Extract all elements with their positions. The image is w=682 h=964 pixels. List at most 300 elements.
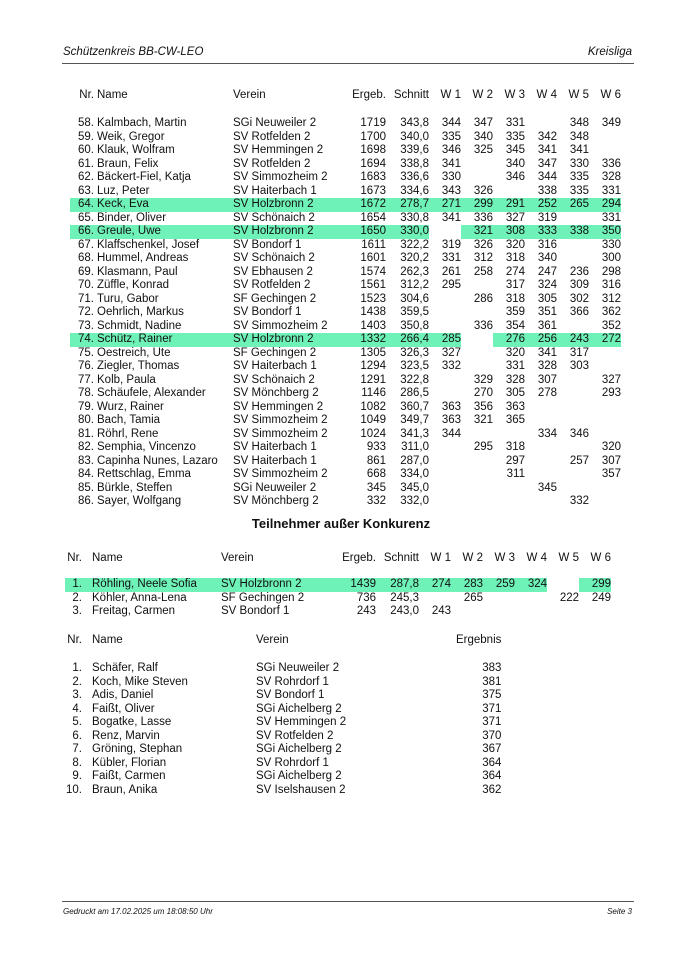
row-verein: SV Ebhausen 2 (233, 265, 313, 278)
row-nr: 79. (78, 400, 94, 413)
col-name: Name (92, 634, 123, 647)
row-w5: 257 (569, 454, 589, 467)
row-ergeb: 1611 (361, 238, 386, 251)
row-ergeb: 1561 (360, 279, 386, 291)
row-ergebnis: 364 (482, 756, 502, 769)
row-nr: 78. (78, 387, 94, 399)
col-w1: W 1 (430, 552, 451, 565)
row-nr: 8. (72, 756, 82, 769)
row-w4: 256 (525, 333, 557, 347)
table-row (70, 158, 621, 172)
row-nr: 1. (72, 662, 82, 674)
row-name: Kalmbach, Martin (97, 117, 187, 129)
row-w4: 338 (537, 184, 557, 197)
row-w6 (589, 347, 621, 361)
row-ergebnis: 367 (482, 743, 502, 755)
row-verein: SGi Aichelberg 2 (256, 702, 342, 715)
row-w4 (515, 592, 547, 606)
row-w1: 363 (441, 414, 461, 426)
row-w2 (461, 306, 493, 320)
row-name: Ziegler, Thomas (97, 360, 180, 372)
table-row (70, 212, 621, 226)
col-w4: W 4 (526, 552, 547, 565)
row-schnitt: 350,8 (400, 319, 429, 332)
row-w4: 328 (537, 360, 557, 372)
col-nr: Nr. (67, 634, 82, 647)
row-schnitt: 304,6 (400, 292, 429, 305)
row-w2 (461, 495, 493, 509)
table-row (70, 482, 621, 496)
row-schnitt: 322,8 (400, 373, 429, 386)
row-w4: 342 (537, 130, 557, 143)
row-w2 (451, 605, 483, 619)
row-w3: 305 (505, 387, 525, 399)
row-nr: 85. (78, 481, 94, 494)
row-ergeb: 1654 (360, 211, 386, 224)
table-row (70, 293, 621, 307)
row-w5 (547, 578, 579, 592)
table-row (70, 441, 621, 455)
header-league-district: Schützenkreis BB-CW-LEO (63, 46, 204, 58)
results-rows (65, 662, 501, 797)
row-w3 (483, 605, 515, 619)
header-divider (62, 63, 634, 64)
row-w3: 317 (505, 279, 525, 291)
row-w4: 252 (525, 198, 557, 212)
row-w4: 340 (537, 252, 557, 264)
row-schnitt: 243,0 (390, 605, 419, 617)
col-w1: W 1 (440, 89, 461, 102)
table-row (65, 689, 501, 703)
row-w6: 316 (601, 279, 621, 291)
row-schnitt: 339,6 (400, 144, 429, 156)
row-w6: 298 (601, 265, 621, 278)
table-row (70, 333, 621, 347)
row-ergeb: 1291 (360, 373, 386, 386)
row-w1 (429, 455, 461, 469)
row-w1 (429, 293, 461, 307)
row-nr: 1. (65, 578, 82, 592)
row-w2: 336 (473, 211, 493, 224)
row-w6: 357 (601, 468, 621, 480)
row-name: Braun, Felix (97, 157, 159, 170)
table-row (70, 171, 621, 185)
row-name: Bach, Tamia (97, 414, 161, 426)
row-nr: 63. (78, 184, 94, 197)
table-row (70, 374, 621, 388)
row-w6 (589, 495, 621, 509)
row-w3: 340 (505, 157, 525, 170)
table-row (70, 225, 621, 239)
ranking-header-row (70, 83, 621, 109)
row-ergeb: 1650 (346, 225, 386, 239)
row-w3: 320 (505, 238, 525, 251)
row-schnitt: 278,7 (386, 198, 429, 212)
row-name: Greule, Uwe (94, 225, 233, 239)
row-w4 (525, 401, 557, 415)
col-ergebnis: Ergebnis (456, 634, 502, 647)
row-name: Köhler, Anna-Lena (92, 591, 187, 604)
col-w6: W 6 (600, 89, 621, 102)
row-w4: 307 (537, 373, 557, 386)
row-verein: SV Hemmingen 2 (233, 144, 324, 156)
row-ergebnis: 362 (482, 783, 502, 796)
row-w3: 346 (505, 171, 525, 183)
row-schnitt: 359,5 (400, 306, 429, 318)
row-name: Hummel, Andreas (97, 252, 189, 264)
row-w6: 336 (601, 157, 621, 170)
row-verein: SV Holzbronn 2 (233, 198, 346, 212)
row-w2: 340 (473, 130, 493, 143)
table-row (70, 455, 621, 469)
row-w1 (429, 374, 461, 388)
row-schnitt: 322,2 (400, 238, 429, 251)
row-schnitt: 266,4 (386, 333, 429, 347)
row-ergeb: 1700 (360, 130, 386, 143)
row-w4: 324 (515, 578, 547, 592)
row-ergeb: 1694 (360, 157, 386, 170)
row-ergeb: 1438 (360, 306, 386, 318)
row-name: Klasmann, Paul (97, 265, 178, 278)
row-nr: 2. (72, 675, 82, 688)
row-schnitt: 334,6 (400, 184, 429, 197)
row-name: Rettschlag, Emma (97, 468, 191, 480)
row-schnitt: 341,3 (400, 427, 429, 440)
row-w4: 305 (537, 292, 557, 305)
row-nr: 3. (72, 689, 82, 701)
row-name: Turu, Gabor (97, 292, 159, 305)
row-w6: 300 (601, 252, 621, 264)
col-w6: W 6 (590, 552, 611, 565)
row-w2: 326 (473, 238, 493, 251)
row-name: Schmidt, Nadine (97, 319, 182, 332)
row-ergeb: 1601 (360, 252, 386, 264)
table-row (70, 360, 621, 374)
row-w1: 261 (441, 265, 461, 278)
row-ergeb: 1146 (361, 387, 386, 399)
row-w6: 349 (601, 117, 621, 129)
row-w6: 293 (601, 387, 621, 399)
row-name: Röhrl, Rene (97, 427, 159, 440)
row-name: Schäufele, Alexander (97, 387, 206, 399)
row-verein: SV Mönchberg 2 (233, 387, 319, 399)
row-w1: 327 (441, 346, 461, 359)
row-w2: 286 (473, 292, 493, 305)
row-w6: 294 (589, 198, 621, 212)
row-nr: 10. (66, 783, 82, 796)
row-ergeb: 1719 (360, 117, 386, 129)
row-w5 (557, 374, 589, 388)
table-row (65, 676, 501, 690)
col-w4: W 4 (536, 89, 557, 102)
row-name: Oestreich, Ute (97, 346, 171, 359)
row-nr: 75. (78, 346, 94, 359)
col-verein: Verein (233, 89, 266, 102)
row-name: Sayer, Wolfgang (97, 495, 182, 507)
row-verein: SGi Neuweiler 2 (233, 117, 317, 129)
row-name: Kübler, Florian (92, 756, 167, 769)
col-nr: Nr. (79, 89, 94, 102)
row-verein: SV Simmozheim 2 (233, 319, 328, 332)
row-verein: SV Bondorf 1 (256, 689, 325, 701)
row-verein: SF Gechingen 2 (233, 292, 317, 305)
results-table (65, 630, 501, 797)
row-w2 (461, 347, 493, 361)
row-w5: 366 (569, 306, 589, 318)
row-schnitt: 286,5 (400, 387, 429, 399)
row-verein: SV Hemmingen 2 (256, 716, 347, 728)
row-name: Luz, Peter (97, 184, 150, 197)
row-w5: 348 (569, 117, 589, 129)
row-w1: 331 (441, 252, 461, 264)
row-w6: 320 (601, 441, 621, 453)
row-ergeb: 861 (366, 454, 386, 467)
row-w5: 338 (557, 225, 589, 239)
row-w5: 317 (569, 346, 589, 359)
row-nr: 66. (70, 225, 94, 239)
row-schnitt: 336,6 (400, 171, 429, 183)
row-w5: 303 (569, 360, 589, 372)
row-w1 (429, 482, 461, 496)
row-w1 (429, 468, 461, 482)
row-w5 (557, 401, 589, 415)
row-w5: 309 (569, 279, 589, 291)
row-w3: 363 (505, 400, 525, 413)
row-name: Semphia, Vincenzo (97, 441, 196, 453)
non-competitive-table (65, 546, 611, 619)
table-row (70, 387, 621, 401)
row-verein: SV Simmozheim 2 (233, 427, 328, 440)
row-w3 (493, 482, 525, 496)
row-nr: 69. (78, 265, 94, 278)
row-verein: SV Rotfelden 2 (233, 130, 311, 143)
row-name: Adis, Daniel (92, 689, 154, 701)
row-nr: 5. (72, 716, 82, 728)
row-w1: 295 (441, 279, 461, 291)
row-w6 (589, 482, 621, 496)
row-w2: 270 (473, 387, 493, 399)
row-nr: 65. (78, 211, 94, 224)
row-w5: 335 (569, 171, 589, 183)
row-w5: 265 (557, 198, 589, 212)
row-verein: SV Simmozheim 2 (233, 414, 328, 426)
row-ergeb: 1082 (360, 400, 386, 413)
row-schnitt: 345,0 (400, 481, 429, 494)
row-w3 (493, 185, 525, 199)
row-w1 (429, 441, 461, 455)
row-w1 (419, 592, 451, 606)
row-nr: 3. (72, 605, 82, 617)
row-w3: 318 (505, 441, 525, 453)
row-ergebnis: 371 (482, 716, 502, 728)
row-w1: 341 (441, 157, 461, 170)
row-w6: 331 (601, 211, 621, 224)
row-w6 (589, 414, 621, 428)
table-row (65, 716, 501, 730)
row-ergeb: 1683 (360, 171, 386, 183)
row-w3: 328 (505, 373, 525, 386)
row-w1: 335 (441, 130, 461, 143)
table-row (70, 279, 621, 293)
row-verein: SV Hemmingen 2 (233, 400, 324, 413)
row-ergebnis: 364 (482, 770, 502, 782)
table-row (65, 757, 501, 771)
col-w5: W 5 (558, 552, 579, 565)
row-nr: 76. (78, 360, 94, 372)
row-schnitt: 360,7 (400, 400, 429, 413)
row-nr: 60. (78, 144, 94, 156)
row-w4 (525, 441, 557, 455)
row-w1 (429, 495, 461, 509)
row-w2: 265 (463, 591, 483, 604)
table-row (70, 320, 621, 334)
row-w6: 249 (591, 591, 611, 604)
row-nr: 68. (78, 252, 94, 264)
row-w6 (589, 131, 621, 145)
row-w4 (525, 468, 557, 482)
row-w6 (589, 428, 621, 442)
table-row (65, 592, 611, 606)
col-name: Name (92, 552, 123, 565)
row-w6: 330 (601, 238, 621, 251)
row-w4: 316 (537, 238, 557, 251)
row-name: Weik, Gregor (97, 130, 165, 143)
row-schnitt: 245,3 (390, 591, 419, 604)
row-w2 (461, 468, 493, 482)
row-w2: 326 (473, 184, 493, 197)
row-name: Keck, Eva (94, 198, 233, 212)
row-name: Züffle, Konrad (97, 279, 170, 291)
row-nr: 77. (78, 373, 94, 386)
row-w5: 335 (569, 184, 589, 197)
row-w5 (557, 482, 589, 496)
row-ergebnis: 370 (482, 729, 502, 742)
row-w4: 324 (537, 279, 557, 291)
row-w1: 330 (441, 171, 461, 183)
row-verein: SGi Neuweiler 2 (256, 662, 340, 674)
row-w3: 335 (505, 130, 525, 143)
row-w4: 345 (537, 481, 557, 494)
row-w1: 332 (441, 360, 461, 372)
row-name: Koch, Mike Steven (92, 675, 188, 688)
row-name: Bogatke, Lasse (92, 716, 172, 728)
row-w2: 258 (473, 265, 493, 278)
row-nr: 84. (78, 468, 94, 480)
table-row (65, 605, 611, 619)
row-verein: SV Bondorf 1 (233, 238, 302, 251)
row-verein: SGi Aichelberg 2 (256, 743, 342, 755)
row-w5: 236 (569, 265, 589, 278)
row-verein: SV Holzbronn 2 (233, 333, 346, 347)
row-verein: SV Simmozheim 2 (233, 171, 328, 183)
row-w5 (557, 252, 589, 266)
row-schnitt: 311,0 (401, 441, 429, 453)
col-verein: Verein (221, 552, 254, 565)
row-nr: 2. (72, 591, 82, 604)
row-schnitt: 332,0 (400, 495, 429, 507)
row-w4: 341 (537, 144, 557, 156)
row-schnitt: 334,0 (400, 468, 429, 480)
row-w4: 344 (537, 171, 557, 183)
row-nr: 82. (78, 441, 94, 453)
row-w3: 359 (505, 306, 525, 318)
header-league-name: Kreisliga (587, 46, 632, 58)
row-nr: 72. (78, 306, 94, 318)
row-w1: 243 (431, 605, 451, 617)
col-w5: W 5 (568, 89, 589, 102)
row-nr: 73. (78, 319, 94, 332)
row-name: Renz, Marvin (92, 729, 160, 742)
row-schnitt: 349,7 (400, 414, 429, 426)
row-w6: 328 (601, 171, 621, 183)
table-row (65, 662, 501, 676)
row-nr: 81. (78, 427, 94, 440)
row-name: Bürkle, Steffen (97, 481, 173, 494)
row-w3: 318 (505, 252, 525, 264)
row-verein: SV Holzbronn 2 (233, 225, 346, 239)
row-w6: 307 (601, 454, 621, 467)
row-w5 (557, 212, 589, 226)
row-w3 (493, 495, 525, 509)
row-w3: 354 (505, 319, 525, 332)
table-row (70, 306, 621, 320)
table-row (70, 401, 621, 415)
row-w4: 319 (537, 211, 557, 224)
row-w1: 344 (441, 117, 461, 129)
row-w3: 331 (505, 117, 525, 129)
row-w2 (461, 158, 493, 172)
row-ergeb: 1439 (336, 578, 376, 592)
table-row (70, 347, 621, 361)
row-verein: SV Haiterbach 1 (233, 184, 317, 197)
col-w2: W 2 (472, 89, 493, 102)
col-verein: Verein (256, 634, 289, 647)
row-ergeb: 1672 (346, 198, 386, 212)
row-w6 (589, 401, 621, 415)
table-row (70, 185, 621, 199)
row-w3: 331 (505, 360, 525, 372)
row-ergeb: 1574 (360, 265, 386, 278)
row-verein: SGi Neuweiler 2 (233, 481, 317, 494)
footer-print-date: Gedruckt am 17.02.2025 um 18:08:50 Uhr (63, 907, 213, 916)
row-w4 (525, 414, 557, 428)
row-nr: 7. (72, 743, 82, 755)
section-title: Teilnehmer außer Konkurenz (251, 516, 431, 531)
table-row (70, 117, 621, 131)
row-w2: 329 (473, 373, 493, 386)
footer-divider (62, 901, 634, 902)
row-w6: 299 (579, 578, 611, 592)
row-w1: 319 (441, 238, 461, 251)
row-w1: 341 (441, 211, 461, 224)
table-row (65, 730, 501, 744)
row-nr: 74. (70, 333, 94, 347)
row-name: Braun, Anika (92, 783, 158, 796)
row-w2 (461, 333, 493, 347)
row-name: Wurz, Rainer (97, 400, 164, 413)
row-verein: SF Gechingen 2 (221, 591, 305, 604)
table-row (70, 266, 621, 280)
results-header-row (65, 630, 501, 652)
table-row (70, 468, 621, 482)
row-w3: 311 (506, 468, 525, 480)
row-w2: 325 (473, 144, 493, 156)
table-row (70, 239, 621, 253)
row-w4: 334 (537, 427, 557, 440)
row-w6: 362 (601, 306, 621, 318)
row-schnitt: 330,0 (386, 225, 429, 239)
row-nr: 86. (78, 495, 94, 507)
